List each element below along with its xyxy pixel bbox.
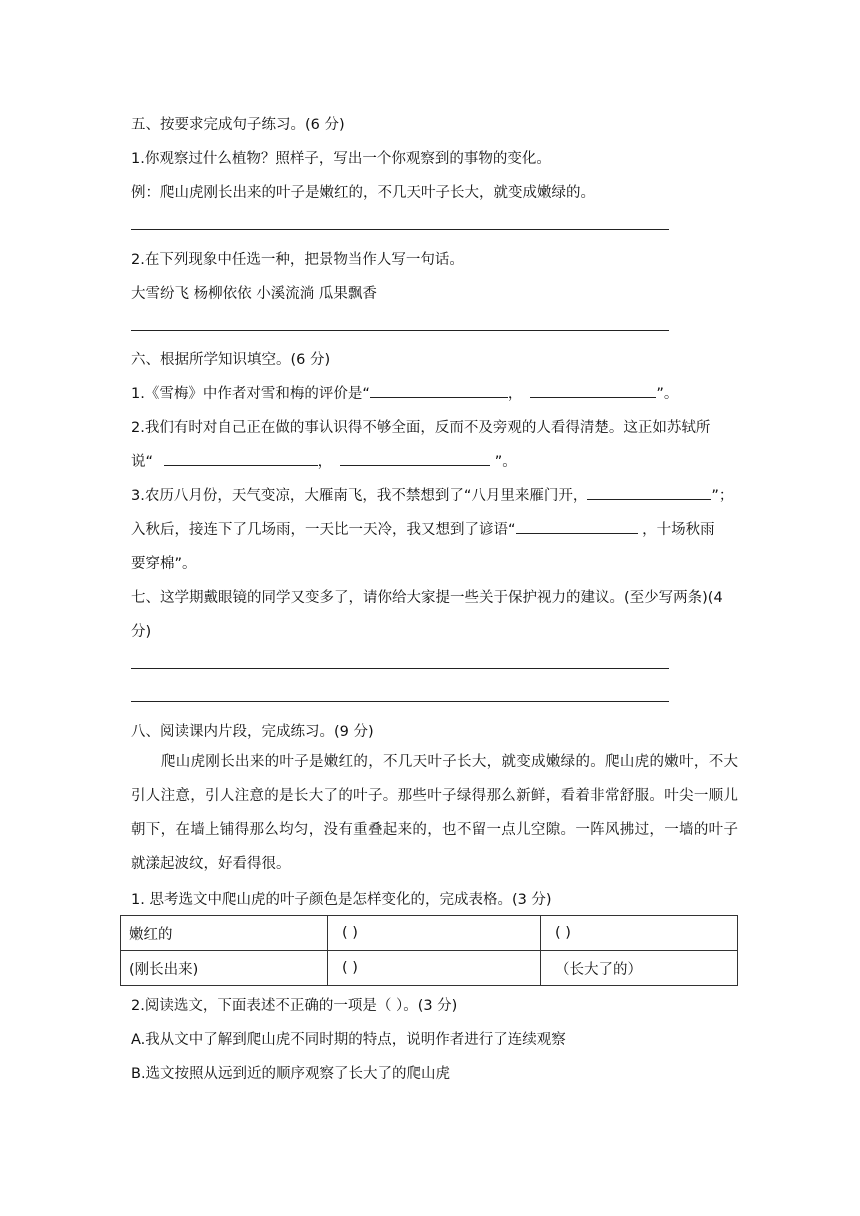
q1-comma: ， (507, 386, 523, 402)
answer-line[interactable] (131, 668, 669, 669)
section5-heading: 五、按要求完成句子练习。(6 分) (131, 117, 345, 133)
section8-q1: 1. 思考选文中爬山虎的叶子颜色是怎样变化的，完成表格。(3 分) (131, 892, 552, 908)
fill-blank[interactable] (516, 518, 638, 534)
section6-q1 (131, 382, 678, 403)
fill-blank[interactable] (340, 450, 490, 466)
q2-comma: ， (317, 454, 333, 470)
table-row (121, 951, 738, 986)
section7-heading: 七、这学期戴眼镜的同学又变多了，请你给大家提一些关于保护视力的建议。(至少写两条)(4 (131, 590, 723, 606)
section6-heading: 六、根据所学知识填空。(6 分) (131, 352, 331, 368)
q2-end: ”。 (490, 454, 517, 470)
section5-q2: 2.在下列现象中任选一种，把景物当作人写一句话。 (131, 252, 464, 268)
q1-end: ”。 (656, 386, 679, 402)
table-cell: 嫩红的 (121, 916, 328, 951)
q3-text3: ，十场秋雨 (637, 522, 715, 538)
q3-text2: 入秋后，接连下了几场雨，一天比一天冷，我又想到了谚语“ (131, 522, 516, 538)
table-cell: (刚长出来) (121, 951, 328, 986)
section6-q3-line1 (131, 484, 733, 505)
fill-blank[interactable] (164, 450, 318, 466)
section6-q3-line3: 要穿棉”。 (131, 556, 197, 572)
section5-q1: 1.你观察过什么植物？照样子，写出一个你观察到的事物的变化。 (131, 151, 551, 167)
color-change-table (120, 915, 738, 986)
option-a: A.我从文中了解到爬山虎不同时期的特点，说明作者进行了连续观察 (131, 1032, 566, 1048)
section6-q2-line1: 2.我们有时对自己正在做的事认识得不够全面，反而不及旁观的人看得清楚。这正如苏轼所 (131, 420, 711, 436)
table-row (121, 916, 738, 951)
answer-line[interactable] (131, 701, 669, 702)
table-cell[interactable]: ( ) (541, 916, 738, 951)
answer-line[interactable] (131, 330, 669, 331)
q3-text: 3.农历八月份，天气变凉，大雁南飞，我不禁想到了“八月里来雁门开， (131, 488, 588, 504)
reading-passage: 爬山虎刚长出来的叶子是嫩红的，不几天叶子长大，就变成嫩绿的。爬山虎的嫩叶，不大引人注意，引人注意的是长大了的叶子。那些叶子绿得那么新鲜，看着非常舒服。叶尖一顺儿朝下，在墙上铺得那么均匀，没有重叠起来的，也不留一点儿空隙。一阵风拂过，一墙的叶子就漾起波纹，好看得很。 (131, 754, 738, 872)
section8-heading: 八、阅读课内片段，完成练习。(9 分) (131, 724, 374, 740)
q3-end: ”； (711, 488, 734, 504)
fill-blank[interactable] (530, 382, 656, 398)
fill-blank[interactable] (370, 382, 508, 398)
table-cell[interactable]: ( ) (328, 951, 541, 986)
answer-line[interactable] (131, 229, 669, 230)
section8-q2: 2.阅读选文，下面表述不正确的一项是（ ）。(3 分) (131, 998, 458, 1014)
option-b: B.选文按照从远到近的顺序观察了长大了的爬山虎 (131, 1066, 451, 1082)
section5-example: 例：爬山虎刚长出来的叶子是嫩红的，不几天叶子长大，就变成嫩绿的。 (131, 185, 595, 201)
section7-heading-cont: 分) (131, 624, 152, 640)
q2-text: 说“ (131, 454, 158, 470)
table-cell: （长大了的） (541, 951, 738, 986)
section6-q2-line2 (131, 450, 517, 471)
table-cell[interactable]: ( ) (328, 916, 541, 951)
section6-q3-line2 (131, 518, 715, 539)
section5-options: 大雪纷飞 杨柳依依 小溪流淌 瓜果飘香 (131, 286, 377, 302)
q1-text: 1.《雪梅》中作者对雪和梅的评价是“ (131, 386, 370, 402)
fill-blank[interactable] (587, 484, 711, 500)
